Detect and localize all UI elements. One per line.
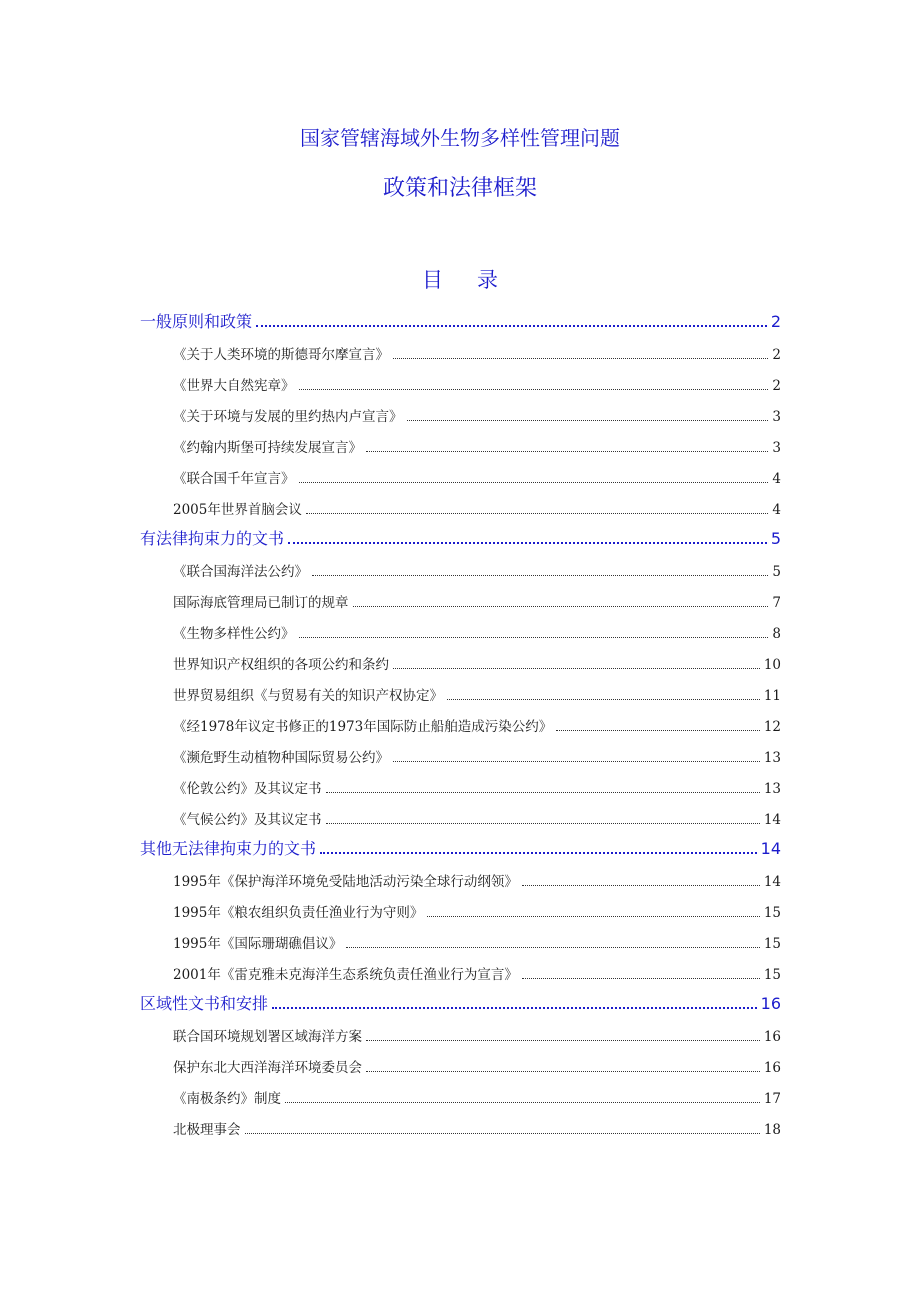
toc-leader-dots	[245, 1133, 760, 1134]
toc-page-number: 5	[770, 529, 781, 548]
toc-page-number: 15	[763, 967, 781, 983]
toc-leader-dots	[320, 852, 757, 854]
toc-leader-dots	[427, 916, 759, 917]
toc-entry-text: 《气候公约》及其议定书	[173, 812, 322, 828]
toc-subentry[interactable]	[173, 1056, 781, 1076]
toc-page-number: 3	[772, 440, 781, 456]
toc-page-number: 2	[772, 347, 781, 363]
toc-subentry[interactable]	[173, 684, 781, 704]
toc-entry-text: 《生物多样性公约》	[173, 626, 295, 642]
toc-entry-text: 国际海底管理局已制订的规章	[173, 595, 349, 611]
toc-page-number: 2	[772, 378, 781, 394]
toc-section-entry[interactable]	[140, 309, 781, 332]
toc-entry-text: 世界贸易组织《与贸易有关的知识产权协定》	[173, 688, 443, 704]
toc-subentry[interactable]	[173, 498, 781, 518]
toc-page-number: 13	[763, 750, 781, 766]
toc-subentry[interactable]	[173, 560, 781, 580]
toc-page-number: 2	[770, 312, 781, 331]
toc-page-number: 4	[772, 502, 781, 518]
toc-page-number: 16	[760, 994, 781, 1013]
toc-entry-text: 有法律拘束力的文书	[140, 529, 285, 548]
toc-page-number: 10	[763, 657, 781, 673]
toc-entry-text: 《联合国千年宣言》	[173, 471, 295, 487]
toc-leader-dots	[346, 947, 759, 948]
toc-page-number: 12	[763, 719, 781, 735]
toc-subentry[interactable]	[173, 808, 781, 828]
toc-entry-text: 《联合国海洋法公约》	[173, 564, 308, 580]
toc-subentry[interactable]	[173, 622, 781, 642]
toc-page-number: 3	[772, 409, 781, 425]
toc-leader-dots	[407, 420, 769, 421]
toc-page-number: 13	[763, 781, 781, 797]
toc-page-number: 14	[763, 874, 781, 890]
toc-entry-text: 1995年《粮农组织负责任渔业行为守则》	[173, 905, 424, 921]
toc-leader-dots	[299, 389, 769, 390]
toc-subentry[interactable]	[173, 591, 781, 611]
toc-page-number: 18	[763, 1122, 781, 1138]
toc-entry-text: 《约翰内斯堡可持续发展宣言》	[173, 440, 362, 456]
toc-leader-dots	[393, 668, 760, 669]
toc-entry-text: 《濒危野生动植物种国际贸易公约》	[173, 750, 389, 766]
toc-page-number: 14	[763, 812, 781, 828]
toc-page-number: 14	[760, 839, 781, 858]
toc-subentry[interactable]	[173, 901, 781, 921]
toc-entry-text: 《世界大自然宪章》	[173, 378, 295, 394]
toc-leader-dots	[256, 325, 767, 327]
toc-leader-dots	[393, 761, 760, 762]
toc-subentry[interactable]	[173, 1025, 781, 1045]
toc-page-number: 16	[763, 1060, 781, 1076]
toc-entry-text: 其他无法律拘束力的文书	[140, 839, 317, 858]
toc-entry-text: 《关于环境与发展的里约热内卢宣言》	[173, 409, 403, 425]
document-subtitle: 政策和法律框架	[382, 176, 537, 201]
toc-entry-text: 1995年《国际珊瑚礁倡议》	[173, 936, 343, 952]
toc-section-entry[interactable]	[140, 991, 781, 1014]
toc-subentry[interactable]	[173, 932, 781, 952]
toc-entry-text: 2005年世界首脑会议	[173, 502, 302, 518]
toc-leader-dots	[366, 1040, 760, 1041]
toc-subentry[interactable]	[173, 374, 781, 394]
toc-entry-text: 1995年《保护海洋环境免受陆地活动污染全球行动纲领》	[173, 874, 518, 890]
toc-section-entry[interactable]	[140, 526, 781, 549]
toc-leader-dots	[299, 482, 769, 483]
toc-leader-dots	[272, 1007, 757, 1009]
toc-entry-text: 一般原则和政策	[140, 312, 253, 331]
toc-leader-dots	[288, 542, 767, 544]
toc-leader-dots	[353, 606, 769, 607]
toc-subentry[interactable]	[173, 870, 781, 890]
toc-page-number: 15	[763, 936, 781, 952]
toc-subentry[interactable]	[173, 436, 781, 456]
toc-leader-dots	[299, 637, 769, 638]
toc-page-number: 7	[772, 595, 781, 611]
toc-heading: 目录	[422, 268, 532, 292]
toc-page-number: 4	[772, 471, 781, 487]
toc-entry-text: 《经1978年议定书修正的1973年国际防止船舶造成污染公约》	[173, 719, 553, 735]
toc-subentry[interactable]	[173, 653, 781, 673]
toc-leader-dots	[522, 885, 760, 886]
toc-page-number: 15	[763, 905, 781, 921]
toc-leader-dots	[522, 978, 760, 979]
toc-page-number: 5	[772, 564, 781, 580]
toc-leader-dots	[326, 823, 760, 824]
toc-leader-dots	[306, 513, 769, 514]
toc-subentry[interactable]	[173, 405, 781, 425]
toc-page-number: 8	[772, 626, 781, 642]
toc-leader-dots	[556, 730, 760, 731]
toc-subentry[interactable]	[173, 963, 781, 983]
toc-section-entry[interactable]	[140, 836, 781, 859]
toc-entry-text: 《南极条约》制度	[173, 1091, 281, 1107]
toc-subentry[interactable]	[173, 1087, 781, 1107]
toc-leader-dots	[285, 1102, 760, 1103]
toc-subentry[interactable]	[173, 467, 781, 487]
toc-entry-text: 世界知识产权组织的各项公约和条约	[173, 657, 389, 673]
toc-leader-dots	[326, 792, 760, 793]
toc-page-number: 17	[763, 1091, 781, 1107]
toc-entry-text: 联合国环境规划署区域海洋方案	[173, 1029, 362, 1045]
document-title: 国家管辖海域外生物多样性管理问题	[300, 126, 620, 150]
toc-leader-dots	[393, 358, 768, 359]
toc-leader-dots	[447, 699, 760, 700]
toc-subentry[interactable]	[173, 715, 781, 735]
toc-entry-text: 《伦敦公约》及其议定书	[173, 781, 322, 797]
toc-entry-text: 北极理事会	[173, 1122, 241, 1138]
toc-leader-dots	[312, 575, 768, 576]
toc-page-number: 11	[763, 688, 781, 704]
toc-entry-text: 保护东北大西洋海洋环境委员会	[173, 1060, 362, 1076]
toc-page-number: 16	[763, 1029, 781, 1045]
toc-leader-dots	[366, 451, 768, 452]
toc-subentry[interactable]	[173, 746, 781, 766]
toc-subentry[interactable]	[173, 777, 781, 797]
toc-subentry[interactable]	[173, 1118, 781, 1138]
toc-entry-text: 2001年《雷克雅未克海洋生态系统负责任渔业行为宣言》	[173, 967, 518, 983]
toc-entry-text: 《关于人类环境的斯德哥尔摩宣言》	[173, 347, 389, 363]
toc-subentry[interactable]	[173, 343, 781, 363]
toc-leader-dots	[366, 1071, 760, 1072]
toc-entry-text: 区域性文书和安排	[140, 994, 269, 1013]
